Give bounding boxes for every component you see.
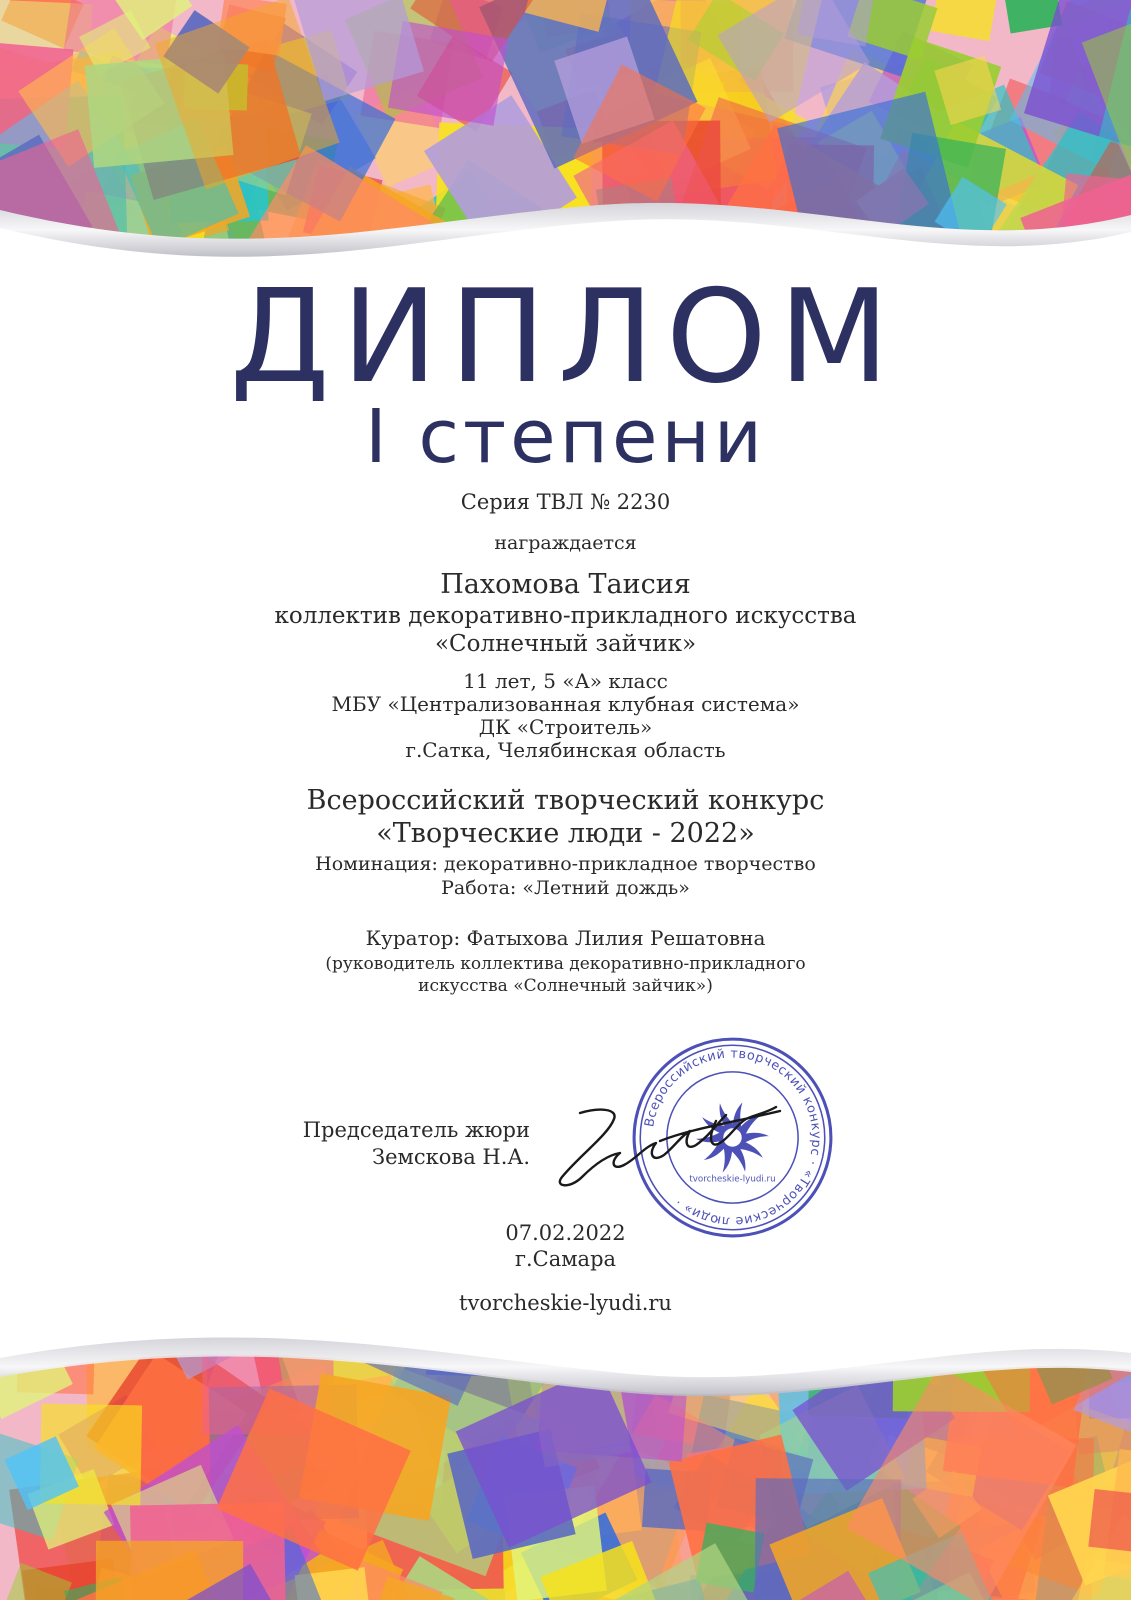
recipient-age-class: 11 лет, 5 «А» класс — [463, 669, 668, 693]
recipient-venue: ДК «Строитель» — [478, 715, 653, 739]
seal-ring-text: Всероссийский творческий конкурс · «Творческие люди» · — [642, 1046, 824, 1229]
curator-note — [0, 953, 1131, 997]
contest-name: «Творческие люди - 2022» — [376, 818, 755, 849]
awarded-label: награждается — [494, 532, 637, 554]
contest-nomination: Номинация: декоративно-прикладное творчество — [315, 853, 816, 875]
recipient-organization: МБУ «Централизованная клубная система» — [331, 692, 800, 716]
seal-center-text: tvorcheskie-lyudi.ru — [689, 1174, 776, 1185]
curator-line: Куратор: Фатыхова Лилия Решатовна — [365, 926, 766, 950]
recipient-details — [0, 670, 1131, 762]
diploma-degree: I степени — [364, 394, 767, 480]
recipient-location: г.Сатка, Челябинская область — [405, 738, 726, 762]
jury-chair — [230, 1117, 530, 1171]
signature — [540, 1085, 800, 1195]
contest-work: Работа: «Летний дождь» — [441, 877, 690, 899]
curator-note-line-2: искусства «Солнечный зайчик») — [418, 976, 713, 996]
website-link[interactable]: tvorcheskie-lyudi.ru — [459, 1291, 672, 1315]
curator-note-line-1: (руководитель коллектива декоративно-прикладного — [325, 954, 806, 974]
contest-title: Всероссийский творческий конкурс — [306, 785, 825, 816]
issue-date: 07.02.2022 — [505, 1221, 626, 1245]
recipient-collective-name: «Солнечный зайчик» — [434, 631, 697, 657]
issue-city: г.Самара — [514, 1247, 617, 1271]
recipient-collective: коллектив декоративно-прикладного искусства — [274, 603, 857, 629]
serial-number: Серия ТВЛ № 2230 — [460, 490, 671, 514]
jury-role: Председатель жюри — [302, 1118, 530, 1142]
jury-name: Земскова Н.А. — [372, 1145, 530, 1169]
diploma-title: ДИПЛОМ — [229, 263, 902, 412]
recipient-name: Пахомова Таисия — [440, 569, 691, 600]
